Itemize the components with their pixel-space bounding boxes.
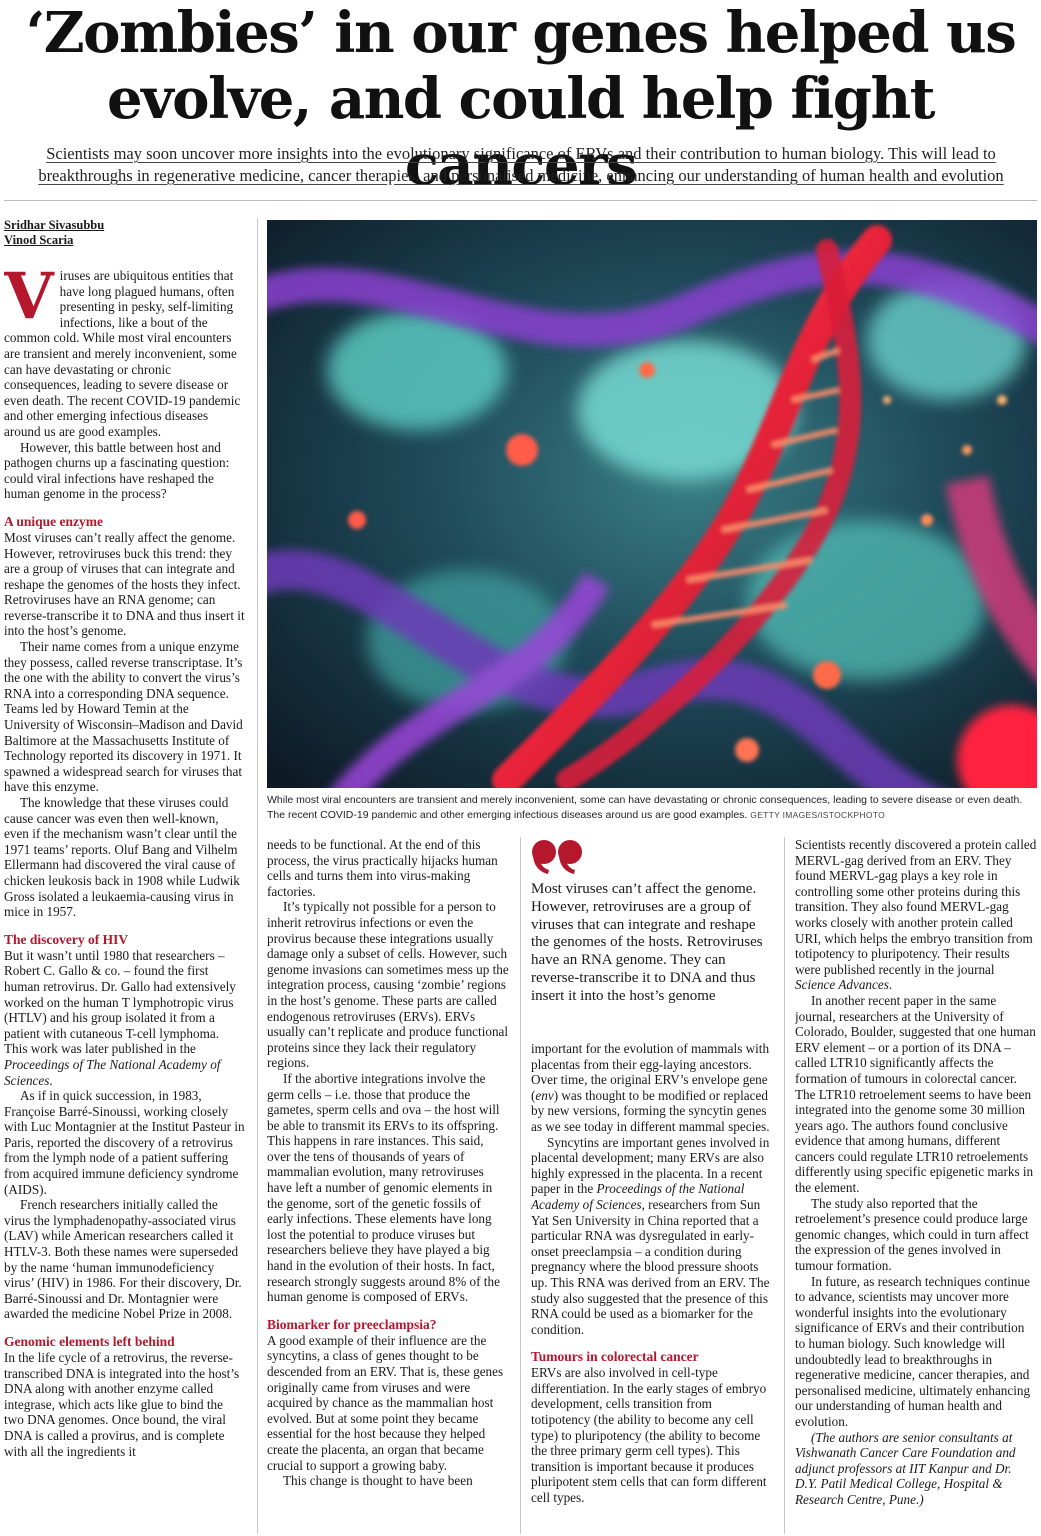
column-divider: [257, 218, 258, 1534]
paragraph: In future, as research techniques continue to advance, scientists may uncover more wonderful insights into the evolutionary significance of ERVs and their contribution to human biology. Such knowledge will undoubtedly lead to breakthroughs in regenerative medicine, cancer therapies, and personalised medicine, ultimately enhancing our understanding of human health and evolution.: [795, 1273, 1031, 1429]
paragraph: A good example of their influence are the syncytins, a class of genes thought to be descended from an ERV. That is, these genes originally came from viruses and were acquired by chance as the mammalian host evolved. But at some point they became essential for the host because they helped create the placenta, an organ that became crucial to support a growing baby.: [267, 1332, 504, 1473]
paragraph: But it wasn’t until 1980 that researchers – Robert C. Gallo & co. – found the first human retrovirus. Dr. Gallo had extensively worked on the human T lymphotropic virus (HTLV) and his group isolated it from a patient with cutaneous T-cell lymphoma. This work was later published in the Proceedings of The National Academy of Sciences.: [4, 947, 236, 1088]
dropcap: V: [4, 259, 54, 334]
subhead-biomarker: Biomarker for preeclampsia?: [267, 1316, 437, 1332]
paragraph: If the abortive integrations involve the germ cells – i.e. those that produce the gametes, sperm cells and ova – the host will be able to transmit its ERVs to its offspring. This happens in rare instances. This said, over the tens of thousands of years of mammalian evolution, many retroviruses have left a number of genomic elements in the genome, sort of the genetic fossils of early infections. These elements have long lost the potential to produce viruses but researchers believe they have played a big hand in the evolution of their hosts. In fact, research strongly suggests around 8% of the human genome is composed of ERVs.: [267, 1070, 500, 1305]
paragraph: Syncytins are important genes involved in placental development; many ERVs are also highly expressed in the placenta. In a recent paper in the Proceedings of the National Academy of Sciences, researchers from Sun Yat Sen University in China reported that a particular RNA was dysregulated in early-onset preeclampsia – a condition during pregnancy where the blood pressure shoots up. This RNA was derived from an ERV. The study also suggested that the presence of this RNA could be used as a biomarker for the condition.: [531, 1134, 770, 1337]
column-4: [795, 837, 1037, 1534]
paragraph: In the life cycle of a retrovirus, the reverse-transcribed DNA is integrated into the host’s DNA along with another enzyme called integrase, which acts like glue to bind the two DNA genomes. Once bound, the viral DNA is called a provirus, and is complete with all the ingredients it: [4, 1350, 240, 1459]
column-divider: [520, 837, 521, 1534]
pull-quote: Most viruses can’t affect the genome. However, retroviruses are a group of viruses that can integrate and reshape the genomes of the hosts. Retroviruses have an RNA genome. They can reverse-transcribe it to DNA and thus insert it into the host’s genome: [531, 881, 763, 1004]
paragraph: Scientists recently discovered a protein called MERVL-gag derived from an ERV. They found MERVL-gag plays a key role in controlling some other proteins during this transition. They also found MERVL-gag works closely with another protein called URI, which helps the embryo transition from totipotency to pluripotency. Their results were published recently in the journal Science Advances.: [795, 837, 1037, 993]
paragraph: However, this battle between host and pathogen churns up a fascinating question: could viral infections have reshaped the human genome in the process?: [4, 439, 230, 502]
photo-credit: GETTY IMAGES/ISTOCKPHOTO: [750, 810, 886, 820]
paragraph: Most viruses can’t really affect the genome. However, retroviruses buck this trend: they are a group of viruses that can integrate and reshape the genomes of the hosts they infect. Retroviruses have an RNA genome; can reverse-transcribe it to DNA and thus insert it into the host’s genome.: [4, 529, 245, 639]
paragraph: ERVs are also involved in cell-type differentiation. In the early stages of embryo development, cells transition from totipotency (the ability to become any cell type) to pluripotency (the ability to become the three primary germ cell types). This transition is important because it produces pluripotent stem cells that can form different cell types.: [531, 1365, 767, 1506]
byline-author-1: Sridhar Sivasubbu: [4, 218, 105, 232]
header-rule: [4, 200, 1037, 201]
standfirst-line-1: Scientists may soon uncover more insights into the evolutionary significance of ERVs and their contribution to human biology. This will lead to: [46, 144, 996, 163]
author-note: (The authors are senior consultants at Vishwanath Cancer Care Foundation and adjunct professors at IIT Kanpur and Dr. D.Y. Patil Medical College, Hospital & Research Centre, Pune.): [795, 1429, 1016, 1507]
column-1: [4, 218, 245, 1534]
byline: [4, 218, 245, 248]
paragraph: In another recent paper in the same journal, researchers at the University of Colorado, Boulder, suggested that one human ERV element – or a portion of its DNA – called LTR10 significantly affects the formation of tumours in colorectal cancer. The LTR10 retroelement seems to have been integrated into the genome some 30 million years ago. The authors found conclusive evidence that among humans, different cancers could regulate LTR10 retroelements differently using specific epigenetic marks in the element.: [795, 992, 1036, 1196]
subhead-genomic-elements: Genomic elements left behind: [4, 1334, 175, 1349]
paragraph: The study also reported that the retroelement’s presence could produce large genomic changes, which could in turn affect the expression of the genes involved in tumour formation.: [795, 1195, 1029, 1274]
paragraph: important for the evolution of mammals with placentas from their egg-laying ancestors. Over time, the original ERV’s envelope gene (env) was thought to be modified or replaced by new versions, forming the syncytin genes as we see today in different mammal species.: [531, 1041, 770, 1134]
paragraph: This change is thought to have been: [283, 1473, 473, 1489]
byline-author-2: Vinod Scaria: [4, 233, 74, 247]
subhead-discovery-of-hiv: The discovery of HIV: [4, 931, 129, 947]
subhead-unique-enzyme: A unique enzyme: [4, 513, 104, 529]
column-2: [267, 837, 509, 1534]
subhead-tumours: Tumours in colorectal cancer: [531, 1349, 699, 1365]
column-3: [531, 1041, 774, 1534]
photo-caption: While most viral encounters are transient and merely inconvenient, some can have devastating or chronic consequences, leading to severe disease or even death. The recent COVID-19 pandemic and other emerging infectious diseases around us are good examples. GETTY IMAGES/ISTOCKPHOTO: [267, 794, 1023, 821]
dna-helix-photo: [267, 220, 1037, 788]
column-divider: [784, 837, 785, 1534]
quote-mark-icon: [530, 838, 590, 878]
standfirst-line-2: breakthroughs in regenerative medicine, cancer therapies, and personalised medicine, enhancing our understanding of human health and evolution: [38, 166, 1004, 185]
paragraph: French researchers initially called the virus the lymphadenopathy-associated virus (LAV) while American researchers called it HTLV-3. Both these names were superseded by the name ‘human immunodeficiency virus’ (HIV) in 1986. For their discovery, Dr. Barré-Sinoussi and Dr. Montagnier were awarded the medicine Nobel Prize in 2008.: [4, 1197, 242, 1322]
paragraph: As if in quick succession, in 1983, Françoise Barré-Sinoussi, working closely with Luc Montagnier at the Institut Pasteur in Paris, reported the discovery of a retrovirus from the lymph node of a patient suffering from acquired immune deficiency syndrome (AIDS).: [4, 1088, 245, 1197]
intro-paragraph: Viruses are ubiquitous entities that have long plagued humans, often presenting in pesky, self-limiting infections, like a bout of the common cold. While most viral encounters are transient and merely inconvenient, some can have devastating or chronic consequences, leading to severe disease or even death. The recent COVID-19 pandemic and other emerging infectious diseases around us are good examples.: [4, 259, 241, 439]
paragraph: The knowledge that these viruses could cause cancer was even then well-known, even if the mechanism wasn’t clear until the 1971 teams’ reports. Oluf Bang and Vilhelm Ellermann had discovered the viral cause of chicken leukosis back in 1908 while Ludwik Gross isolated a leukaemia-causing virus in mice in 1957.: [4, 795, 240, 920]
paragraph: It’s typically not possible for a person to inherit retrovirus infections or even the provirus because these integrations usually damage only a subset of cells. However, such genome invasions can sometimes mess up the integration process, causing ‘zombie’ regions in the host’s genome. These parts are called endogenous retroviruses (ERVs). ERVs usually can’t replicate and produce functional proteins since they lack their regulatory regions.: [267, 899, 509, 1071]
paragraph: needs to be functional. At the end of this process, the virus practically hijacks human cells and turns them into virus-making factories.: [267, 837, 498, 899]
standfirst: [6, 143, 1036, 187]
paragraph: Their name comes from a unique enzyme they possess, called reverse transcriptase. It’s the one with the ability to convert the virus’s RNA into a corresponding DNA sequence. Teams led by Howard Temin at the University of Wisconsin–Madison and David Baltimore at the Massachusetts Institute of Technology reported its discovery in 1971. It spawned a widespread search for viruses that have this enzyme.: [4, 639, 243, 795]
headline-line-2: evolve, and could help fight cancers: [106, 66, 935, 198]
headline-line-1: ‘Zombies’ in our genes helped us: [25, 0, 1016, 66]
